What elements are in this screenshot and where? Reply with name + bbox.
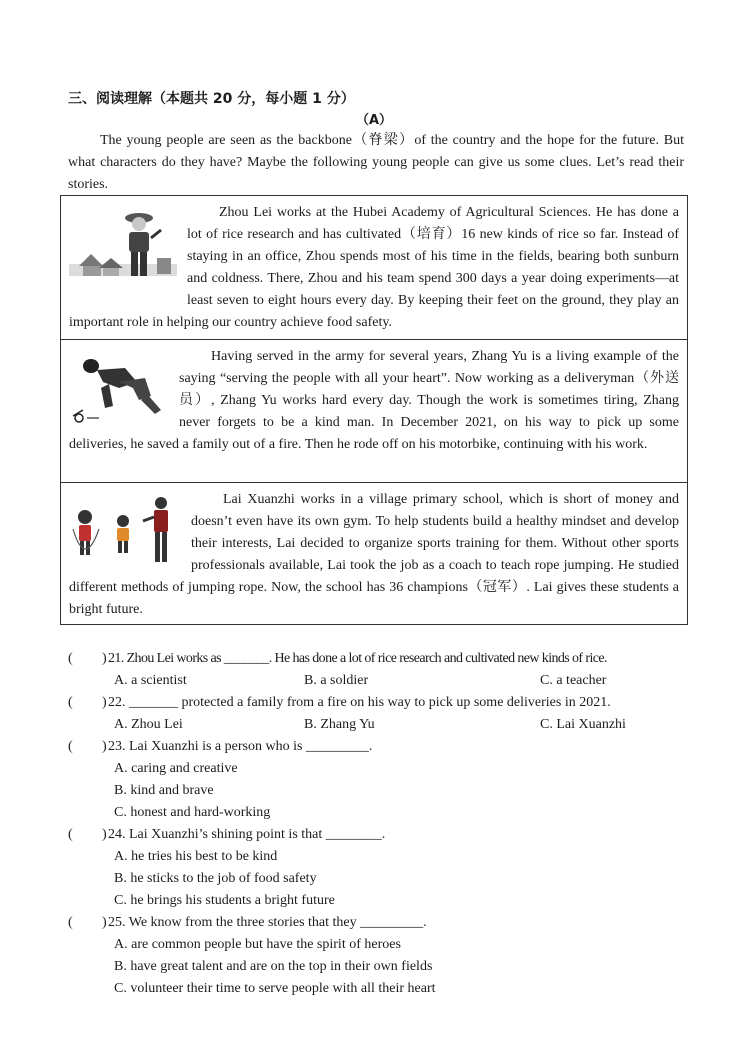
option-a: A. are common people but have the spirit of heroes — [114, 937, 401, 952]
option-c: C. he brings his students a bright future — [114, 893, 335, 908]
answer-paren-left: ( — [68, 695, 73, 710]
option-b: B. a soldier — [304, 673, 369, 688]
question-text: 21. Zhou Lei works as _______. He has done a lot of rice research and cultivated new kinds of rice. — [108, 651, 607, 666]
answer-paren-left: ( — [68, 915, 73, 930]
runner-illustration-icon — [69, 352, 169, 432]
option-c: C. volunteer their time to serve people with all their heart — [114, 981, 436, 996]
option-a: A. caring and creative — [114, 761, 238, 776]
farmer-illustration-icon — [69, 208, 177, 292]
answer-paren-right: ) — [102, 827, 107, 842]
option-a: A. Zhou Lei — [114, 717, 183, 732]
answer-paren-right: ) — [102, 695, 107, 710]
question-22 — [68, 692, 688, 736]
stories-box — [60, 195, 688, 625]
option-b: B. he sticks to the job of food safety — [114, 871, 317, 886]
intro-paragraph: The young people are seen as the backbone（脊梁）of the country and the hope for the future. But what characters do they have? Maybe the following young people can give us some clues. Let’s read their stories. — [68, 133, 684, 192]
answer-paren-left: ( — [68, 651, 73, 666]
answer-paren-right: ) — [102, 915, 107, 930]
answer-paren-right: ) — [102, 739, 107, 754]
option-a: A. he tries his best to be kind — [114, 849, 278, 864]
part-label: （A） — [356, 113, 393, 128]
story-text: Having served in the army for several years, Zhang Yu is a living example of the saying “serving the people with all your heart”. Now working as a deliveryman（外送员）, Zhang Yu works hard every day. Though the work is sometimes tiring, Zhang never forgets to be a kind man. In December 2021, on his way to pick up some deliveries, he saved a family out of a fire. Then he rode off on his motorbike, continuing with his work. — [69, 349, 679, 452]
option-b: B. have great talent and are on the top in their own fields — [114, 959, 433, 974]
section-title: 三、阅读理解（本题共 20 分，每小题 1 分） — [68, 91, 355, 107]
answer-paren-left: ( — [68, 739, 73, 754]
question-23 — [68, 736, 688, 824]
question-25 — [68, 912, 688, 1000]
story-text: Zhou Lei works at the Hubei Academy of Agricultural Sciences. He has done a lot of rice research and has cultivated（培育）16 new kinds of rice so far. Instead of staying in an office, Zhou spends most of his time in the fields, bearing both sunburn and coldness. There, Zhou and his team spend 300 days a year doing experiments—at least seven to eight hours every day. By keeping their feet on the ground, they play an important role in helping our country achieve food safety. — [69, 205, 679, 330]
option-c: C. honest and hard-working — [114, 805, 271, 820]
question-text: 23. Lai Xuanzhi is a person who is _________. — [108, 739, 373, 754]
question-list — [68, 648, 688, 1000]
option-a: A. a scientist — [114, 673, 187, 688]
question-text: 22. _______ protected a family from a fire on his way to pick up some deliveries in 2021. — [108, 695, 611, 710]
story-zhang-yu — [61, 339, 687, 482]
question-21 — [68, 648, 688, 692]
question-24 — [68, 824, 688, 912]
answer-paren-right: ) — [102, 651, 107, 666]
option-c: C. Lai Xuanzhi — [540, 717, 626, 732]
option-c: C. a teacher — [540, 673, 607, 688]
option-b: B. Zhang Yu — [304, 717, 375, 732]
story-zhou-lei — [61, 196, 687, 339]
question-text: 25. We know from the three stories that they _________. — [108, 915, 427, 930]
question-text: 24. Lai Xuanzhi’s shining point is that ________. — [108, 827, 386, 842]
answer-paren-left: ( — [68, 827, 73, 842]
option-b: B. kind and brave — [114, 783, 214, 798]
children-coach-illustration-icon — [69, 495, 181, 577]
story-text: Lai Xuanzhi works in a village primary school, which is short of money and doesn’t even have its own gym. To help students build a healthy mindset and develop their interests, Lai decided to organize sports training for them. Without other sports professionals available, Lai took the job as a coach to teach rope jumping. He studied different methods of jumping rope. Now, the school has 36 champions（冠军）. Lai gives these students a bright future. — [69, 492, 679, 617]
story-lai-xuanzhi — [61, 482, 687, 624]
